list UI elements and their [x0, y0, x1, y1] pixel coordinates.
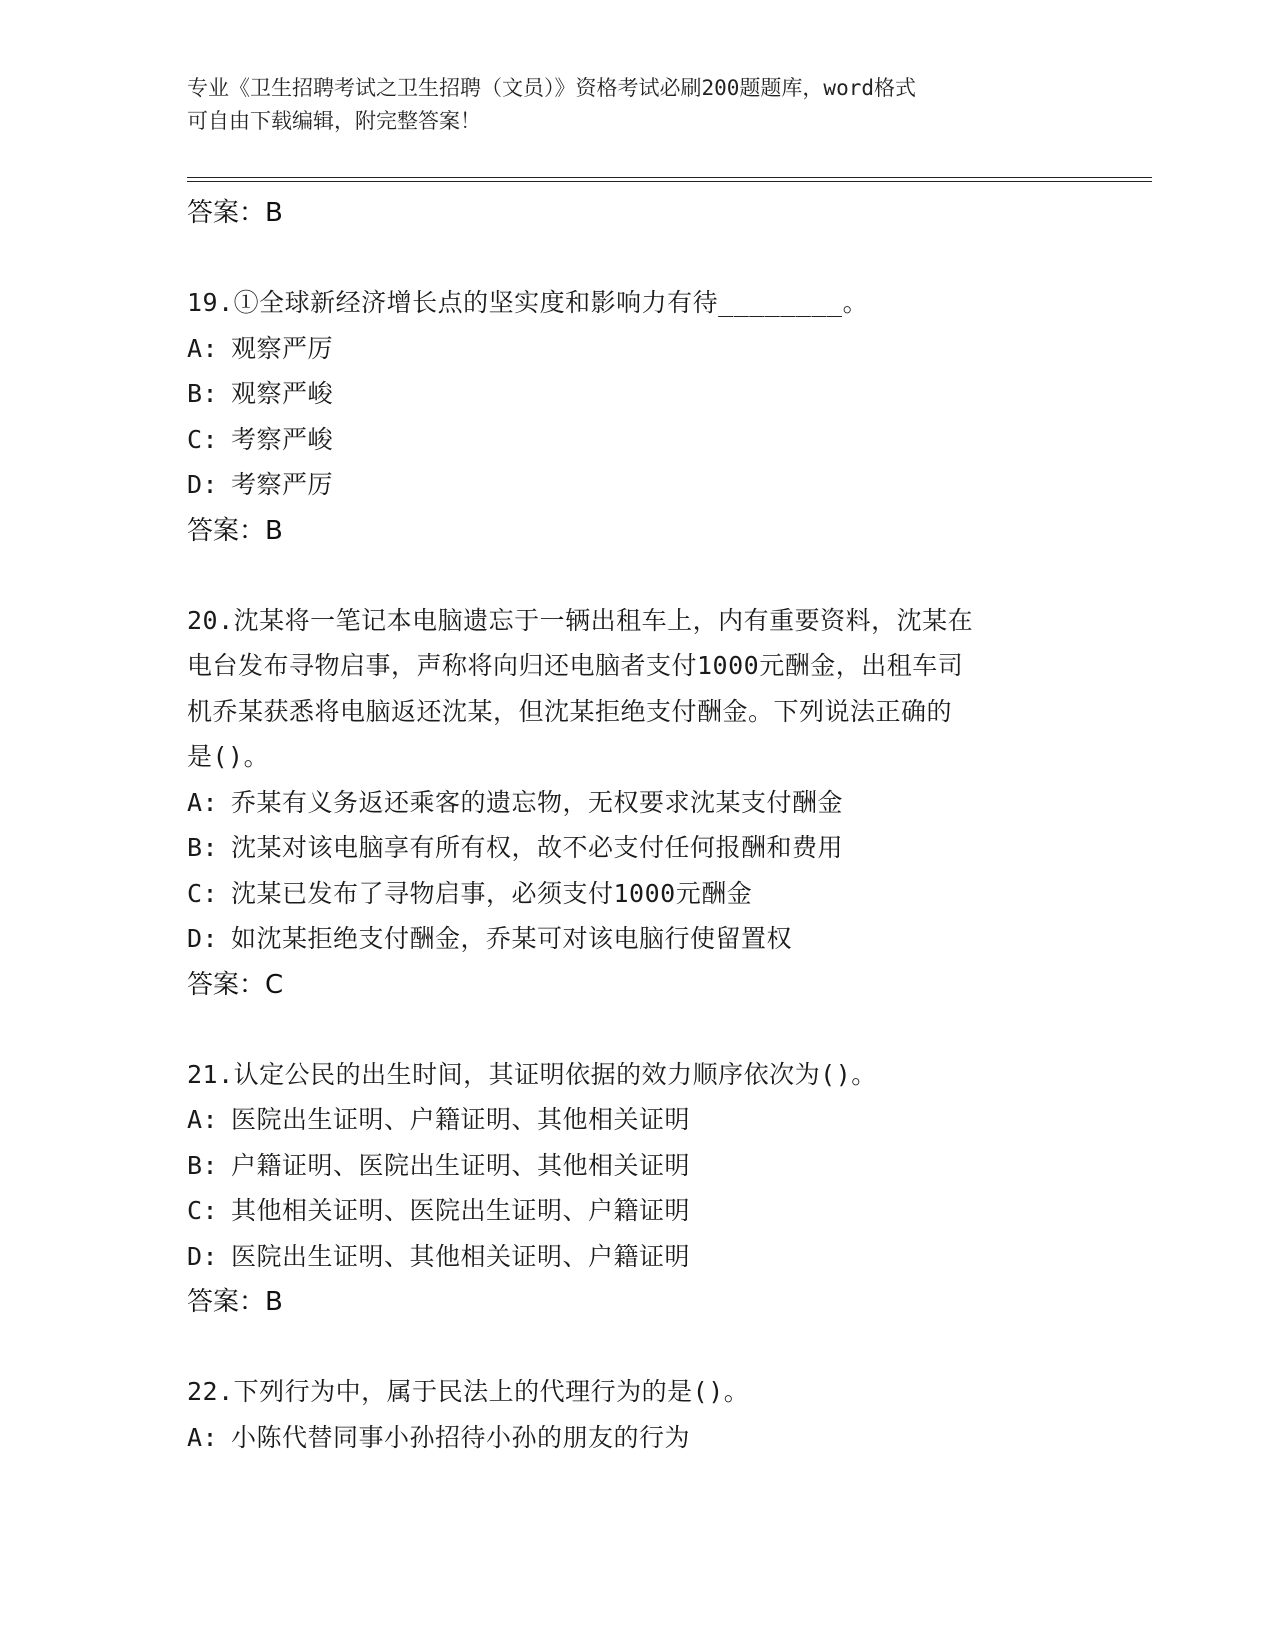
- answer-line: 答案：B: [187, 1287, 283, 1317]
- question-stem: 19.①全球新经济增长点的坚实度和影响力有待________。: [187, 288, 869, 317]
- option-key: B:: [187, 833, 219, 862]
- answer-line: 答案：B: [187, 198, 283, 228]
- option-text: 观察严峻: [231, 379, 334, 408]
- option-key: D:: [187, 1241, 219, 1271]
- question-stem-line: 20.沈某将一笔记本电脑遗忘于一辆出租车上，内有重要资料，沈某在: [187, 605, 974, 635]
- answer-line: 答案：B: [187, 515, 283, 546]
- option-a: [187, 1097, 1087, 1143]
- option-text: 考察严峻: [231, 424, 334, 454]
- option-key: A:: [187, 787, 219, 817]
- option-text: 沈某已发布了寻物启事，必须支付1000元酬金: [231, 878, 753, 908]
- option-text: 沈某对该电脑享有所有权，故不必支付任何报酬和费用: [231, 833, 844, 862]
- header-rule-bottom: [187, 181, 1152, 182]
- option-key: A:: [187, 333, 219, 363]
- question-stem-line: 是()。: [187, 742, 270, 771]
- option-d: [187, 462, 1087, 508]
- option-a: [187, 780, 1087, 826]
- option-text: 其他相关证明、医院出生证明、户籍证明: [231, 1196, 691, 1225]
- option-key: D:: [187, 924, 219, 953]
- option-text: 观察严厉: [231, 333, 334, 363]
- option-a: [187, 326, 1087, 372]
- header-line-1: 专业《卫生招聘考试之卫生招聘（文员）》资格考试必刷200题题库，word格式: [187, 76, 916, 100]
- spacer: [187, 554, 1087, 598]
- option-text: 医院出生证明、户籍证明、其他相关证明: [231, 1105, 691, 1134]
- question-list: [187, 190, 1087, 1460]
- option-key: C:: [187, 424, 219, 454]
- option-text: 考察严厉: [231, 470, 334, 499]
- question-stem-line: 机乔某获悉将电脑返还沈某，但沈某拒绝支付酬金。下列说法正确的: [187, 696, 953, 726]
- option-d: [187, 916, 1087, 962]
- option-c: [187, 1188, 1087, 1234]
- option-c: [187, 417, 1087, 463]
- option-text: 医院出生证明、其他相关证明、户籍证明: [231, 1241, 691, 1271]
- option-key: D:: [187, 470, 219, 499]
- question-stem-line: 电台发布寻物启事，声称将向归还电脑者支付1000元酬金，出租车司: [187, 651, 964, 680]
- option-key: A:: [187, 1422, 219, 1452]
- option-b: [187, 371, 1087, 417]
- question-stem: 21.认定公民的出生时间，其证明依据的效力顺序依次为()。: [187, 1059, 877, 1089]
- answer-line: 答案：C: [187, 969, 284, 1000]
- option-key: B:: [187, 379, 219, 408]
- question-20: [187, 598, 1087, 1008]
- spacer: [187, 1325, 1087, 1369]
- header-rule-top: [187, 177, 1152, 178]
- question-19: [187, 280, 1087, 554]
- option-key: A:: [187, 1105, 219, 1134]
- option-b: [187, 825, 1087, 871]
- option-text: 户籍证明、医院出生证明、其他相关证明: [231, 1150, 691, 1180]
- option-text: 如沈某拒绝支付酬金，乔某可对该电脑行使留置权: [231, 924, 793, 953]
- spacer: [187, 236, 1087, 280]
- question-stem: 22.下列行为中，属于民法上的代理行为的是()。: [187, 1377, 750, 1406]
- option-text: 小陈代替同事小孙招待小孙的朋友的行为: [231, 1422, 691, 1452]
- option-key: C:: [187, 1196, 219, 1225]
- page-header: [187, 72, 1087, 138]
- option-key: B:: [187, 1150, 219, 1180]
- option-b: [187, 1143, 1087, 1189]
- question-21: [187, 1052, 1087, 1326]
- question-22: [187, 1369, 1087, 1460]
- option-key: C:: [187, 878, 219, 908]
- option-a: [187, 1415, 1087, 1461]
- option-d: [187, 1234, 1087, 1280]
- spacer: [187, 1008, 1087, 1052]
- option-text: 乔某有义务返还乘客的遗忘物，无权要求沈某支付酬金: [231, 787, 844, 817]
- option-c: [187, 871, 1087, 917]
- header-line-2: 可自由下载编辑，附完整答案！: [187, 109, 481, 133]
